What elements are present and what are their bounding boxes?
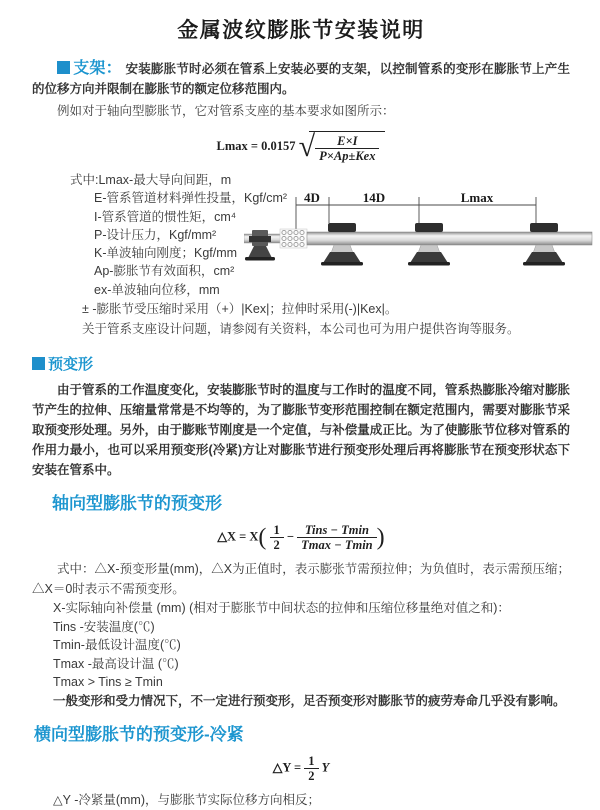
lateral-note-line: △Y -冷紧量(mm)，与膨胀节实际位移方向相反； [53, 792, 321, 807]
fraction-numerator: Tins − Tmin [297, 523, 376, 538]
predeform-heading-label: 预变形 [48, 356, 94, 374]
fraction-denominator: P×Ap±Kex [319, 149, 376, 163]
definition-line: Ap-膨胀节有效面积，cm² [94, 264, 235, 279]
dimension-label-lmax: Lmax [460, 192, 494, 205]
formula-lhs: △Y = [272, 760, 302, 775]
fraction-denominator: Tmax − Tmin [301, 538, 373, 553]
half-fraction [304, 754, 318, 783]
axial-item: Tmin-最低设计温度(℃) [53, 638, 181, 653]
support-intro-text: 安装膨胀节时必须在管系上安装必要的支架，以控制管系的变形在膨胀节上产生的位移方向并限制在膨胀节的额定位移范围内。 [32, 62, 570, 96]
formula-fraction [315, 134, 379, 163]
axial-general-note: 一般变形和受力情况下，不一定进行预变形，足否预变形对膨胀节的疲劳寿命几乎没有影响。 [53, 694, 566, 709]
temperature-fraction [297, 523, 376, 552]
guide-spacing-formula [32, 130, 570, 164]
definition-line: 式中:Lmax-最大导向间距，m [70, 173, 232, 187]
page-title: 金属波纹膨胀节安装说明 [177, 19, 425, 42]
fraction-numerator: E×I [315, 134, 379, 149]
formula-lhs: △X = X [217, 529, 259, 544]
close-paren: ) [376, 524, 385, 551]
fraction-numerator: 1 [304, 754, 318, 769]
consulting-note: 关于管系支座设计问题，请参阅有关资料，本公司也可为用户提供咨询等服务。 [82, 322, 520, 337]
axial-predeform-formula [32, 523, 570, 552]
half-fraction [270, 523, 284, 552]
support-heading-label: 支架： [73, 60, 122, 77]
support-intro-paragraph [32, 59, 570, 99]
plus-minus-note: ± -膨胀节受压缩时采用（+）|Kex|；拉伸时采用(-)|Kex|。 [82, 302, 398, 317]
fraction-numerator: 1 [270, 523, 284, 538]
axial-item: Tmax > Tins ≥ Tmin [53, 675, 163, 690]
formula-radicand [309, 131, 385, 163]
definition-line: I-管系管道的惯性矩，cm⁴ [94, 209, 237, 224]
pipe-support-diagram-svg [244, 192, 596, 288]
definition-line: E-管系管道材料弹性投量，Kgf/cm² [94, 191, 288, 206]
section-marker-icon [32, 357, 45, 370]
axial-variable-list [53, 599, 570, 711]
axial-subsection-heading: 轴向型膨胀节的预变形 [52, 494, 222, 514]
open-paren: ( [258, 524, 267, 551]
predeform-section-heading [32, 353, 570, 374]
lateral-subsection-heading: 横向型膨胀节的预变形-冷紧 [34, 724, 244, 744]
dimension-label-4d: 4D [304, 192, 320, 205]
fraction-denominator: 2 [308, 768, 315, 783]
definition-line: ex-单波轴向位移，mm [94, 282, 220, 297]
pipe-support-diagram [244, 192, 596, 288]
lateral-coldpull-formula [32, 754, 570, 783]
formula-lhs: Lmax = 0.0157 [216, 138, 296, 153]
dimension-label-14d: 14D [362, 192, 386, 205]
axial-explain-paragraph: 式中：△X-预变形量(mm)，△X为正值时，表示膨张节需预拉伸；为负值时，表示需预压缩；△X＝0时表示不需预变形。 [32, 562, 570, 597]
axial-item: X-实际轴向补偿量 (mm) (相对于膨胀节中间状态的拉伸和压缩位移量绝对值之和)： [53, 601, 510, 616]
section-marker-icon [57, 61, 70, 74]
bellows-icon [280, 229, 307, 248]
formula-rhs: Y [321, 760, 330, 775]
pipe [307, 232, 592, 245]
square-root-icon: √ [298, 130, 316, 163]
axial-item: Tmax -最高设计温 (℃) [53, 656, 179, 671]
support-section-heading [57, 60, 122, 77]
axial-item: Tins -安装温度(℃) [53, 619, 155, 634]
predeform-paragraph: 由于管系的工作温度变化，安装膨胀节时的温度与工作时的温度不同，管系热膨胀冷缩对膨胀节产生的拉伸、压缩量常常是不均等的，为了膨胀节变形范围控制在额定范围内，需要对膨胀节采取预变形处理。另外，由于膨账节刚度是一个定值，与补偿量成正比。为了使膨胀节位移对管系的作用力最小，也可以采用预变形(冷紧)方让对膨胀节进行预变形处理后再将膨胀节在预变形状态下安装在管系中。 [32, 383, 570, 478]
fraction-denominator: 2 [273, 538, 280, 553]
support-example-line: 例如对于轴向型膨胀节，它对管系支座的基本要求如图所示： [57, 104, 395, 118]
minus-sign: − [286, 529, 295, 544]
definition-line: K-单波轴向刚度；Kgf/mm [94, 246, 238, 261]
definition-line: P-设计压力，Kgf/mm² [94, 227, 217, 242]
